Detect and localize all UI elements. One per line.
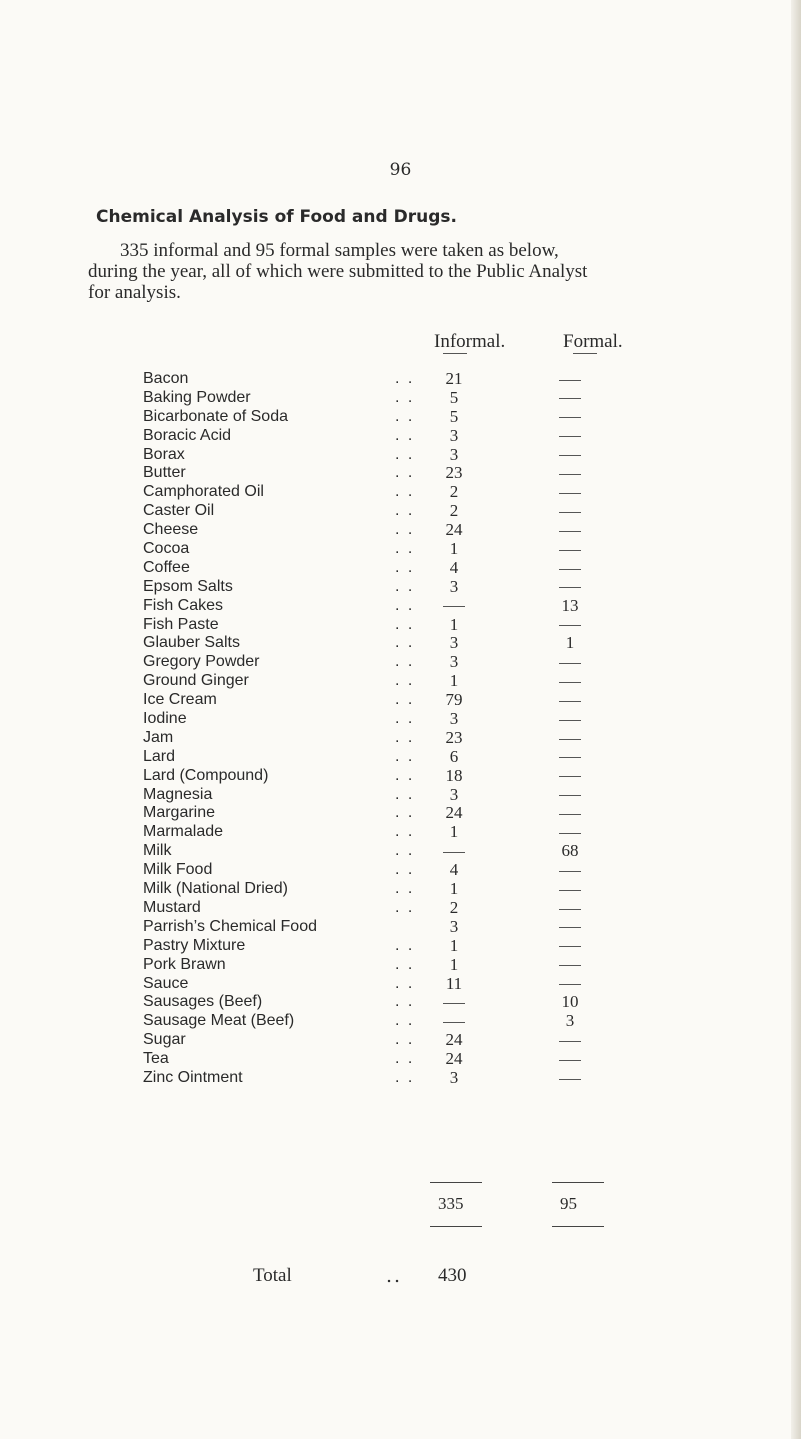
nil-dash <box>443 606 465 607</box>
table-row <box>0 578 801 597</box>
table-row <box>0 502 801 521</box>
leader-dots: . . <box>395 502 415 520</box>
nil-dash <box>559 493 581 494</box>
formal-count <box>548 861 592 880</box>
grand-total-value: 430 <box>438 1265 467 1286</box>
table-row <box>0 937 801 956</box>
formal-count <box>548 616 592 635</box>
header-rule <box>443 353 467 354</box>
table-row <box>0 710 801 729</box>
leader-dots: . . <box>395 445 415 463</box>
nil-dash <box>559 757 581 758</box>
nil-dash <box>559 739 581 740</box>
formal-count <box>548 578 592 597</box>
nil-dash <box>559 927 581 928</box>
formal-count <box>548 691 592 710</box>
formal-count <box>548 672 592 691</box>
informal-count: 3 <box>449 444 459 464</box>
informal-count: 1 <box>449 671 459 691</box>
nil-dash <box>443 1003 465 1004</box>
item-name: Ground Ginger <box>143 672 249 690</box>
total-rule <box>430 1226 482 1227</box>
informal-count: 2 <box>449 897 459 917</box>
column-header-informal: Informal. <box>434 331 506 352</box>
leader-dots: . . <box>395 993 415 1011</box>
leader-dots: . . <box>395 483 415 501</box>
formal-count: 1 <box>565 633 575 653</box>
table-row <box>0 748 801 767</box>
intro-line: for analysis. <box>88 282 181 303</box>
table-row <box>0 823 801 842</box>
table-row <box>0 653 801 672</box>
table-row <box>0 1012 801 1031</box>
table-row <box>0 993 801 1012</box>
informal-count: 24 <box>445 803 463 823</box>
informal-count: 1 <box>449 954 459 974</box>
nil-dash <box>559 625 581 626</box>
item-name: Caster Oil <box>143 502 215 520</box>
nil-dash <box>559 776 581 777</box>
table-row <box>0 427 801 446</box>
intro-paragraph <box>88 240 798 303</box>
formal-count: 13 <box>561 595 579 615</box>
table-row <box>0 861 801 880</box>
item-name: Jam <box>143 728 174 746</box>
table-row <box>0 1069 801 1088</box>
leader-dots: . . <box>395 728 415 746</box>
nil-dash <box>559 890 581 891</box>
table-row <box>0 559 801 578</box>
informal-count: 3 <box>449 652 459 672</box>
table-row <box>0 672 801 691</box>
item-name: Parrish’s Chemical Food <box>143 917 317 935</box>
informal-count: 3 <box>449 916 459 936</box>
leader-dots: . . <box>395 804 415 822</box>
leader-dots: . . <box>395 691 415 709</box>
informal-count: 3 <box>449 709 459 729</box>
item-name: Milk Food <box>143 861 213 879</box>
informal-count: 1 <box>449 614 459 634</box>
informal-count <box>432 1012 476 1031</box>
table-row <box>0 975 801 994</box>
item-name: Lard (Compound) <box>143 766 269 784</box>
table-row <box>0 729 801 748</box>
leader-dots: . . <box>395 672 415 690</box>
informal-count: 4 <box>449 860 459 880</box>
nil-dash <box>559 569 581 570</box>
nil-dash <box>559 814 581 815</box>
samples-table <box>0 370 801 1088</box>
nil-dash <box>443 1022 465 1023</box>
nil-dash <box>559 795 581 796</box>
leader-dots: . . <box>395 842 415 860</box>
formal-count <box>548 521 592 540</box>
table-row <box>0 521 801 540</box>
nil-dash <box>559 436 581 437</box>
informal-count: 1 <box>449 935 459 955</box>
informal-count: 1 <box>449 539 459 559</box>
leader-dots: . . <box>395 634 415 652</box>
informal-count: 23 <box>445 463 463 483</box>
formal-count <box>548 975 592 994</box>
formal-count <box>548 559 592 578</box>
table-row <box>0 691 801 710</box>
formal-count <box>548 710 592 729</box>
item-name: Glauber Salts <box>143 634 240 652</box>
informal-count: 21 <box>445 369 463 388</box>
table-row <box>0 597 801 616</box>
nil-dash <box>559 512 581 513</box>
leader-dots: . . <box>395 558 415 576</box>
item-name: Cheese <box>143 521 199 539</box>
leader-dots: . . <box>395 1050 415 1068</box>
nil-dash <box>559 398 581 399</box>
table-row <box>0 540 801 559</box>
formal-count <box>548 880 592 899</box>
formal-count <box>548 804 592 823</box>
leader-dots: . . <box>395 615 415 633</box>
nil-dash <box>559 587 581 588</box>
table-row <box>0 804 801 823</box>
item-name: Sugar <box>143 1031 186 1049</box>
informal-count: 2 <box>449 501 459 521</box>
total-rule <box>552 1226 604 1227</box>
leader-dots: . . <box>395 1068 415 1086</box>
table-row <box>0 767 801 786</box>
item-name: Camphorated Oil <box>143 483 264 501</box>
item-name: Fish Paste <box>143 615 219 633</box>
leader-dots: . . <box>395 785 415 803</box>
subtotal-rule <box>552 1182 604 1183</box>
nil-dash <box>559 965 581 966</box>
item-name: Lard <box>143 747 176 765</box>
table-row <box>0 786 801 805</box>
formal-count <box>548 502 592 521</box>
informal-count: 2 <box>449 482 459 502</box>
nil-dash <box>559 1060 581 1061</box>
nil-dash <box>559 833 581 834</box>
table-row <box>0 370 801 389</box>
nil-dash <box>559 1079 581 1080</box>
formal-count: 10 <box>561 992 579 1012</box>
leader-dots: . . <box>395 388 415 406</box>
leader-dots: . . <box>395 880 415 898</box>
grand-total-dots: .. <box>386 1265 403 1287</box>
informal-count <box>432 993 476 1012</box>
leader-dots: . . <box>395 823 415 841</box>
item-name: Sausages (Beef) <box>143 993 263 1011</box>
informal-count: 3 <box>449 784 459 804</box>
formal-count <box>548 918 592 937</box>
formal-count <box>548 767 592 786</box>
informal-count: 24 <box>445 1049 463 1069</box>
table-row <box>0 389 801 408</box>
item-name: Mustard <box>143 898 201 916</box>
leader-dots: . . <box>395 898 415 916</box>
formal-count <box>548 389 592 408</box>
leader-dots: . . <box>395 955 415 973</box>
grand-total-label: Total <box>253 1265 292 1286</box>
item-name: Gregory Powder <box>143 653 260 671</box>
item-name: Boracic Acid <box>143 426 232 444</box>
informal-count: 4 <box>449 557 459 577</box>
item-name: Pork Brawn <box>143 955 226 973</box>
leader-dots: . . <box>395 464 415 482</box>
formal-count <box>548 653 592 672</box>
formal-count <box>548 748 592 767</box>
formal-count <box>548 937 592 956</box>
nil-dash <box>559 550 581 551</box>
table-row <box>0 634 801 653</box>
leader-dots: . . <box>395 747 415 765</box>
informal-count <box>432 842 476 861</box>
item-name: Coffee <box>143 558 190 576</box>
formal-count: 68 <box>561 841 579 861</box>
leader-dots: . . <box>395 540 415 558</box>
table-row <box>0 446 801 465</box>
item-name: Tea <box>143 1050 169 1068</box>
formal-count <box>548 483 592 502</box>
formal-count <box>548 408 592 427</box>
nil-dash <box>559 909 581 910</box>
table-row <box>0 1031 801 1050</box>
informal-count: 23 <box>445 727 463 747</box>
leader-dots: . . <box>395 936 415 954</box>
nil-dash <box>559 701 581 702</box>
item-name: Iodine <box>143 710 187 728</box>
formal-count <box>548 899 592 918</box>
item-name: Zinc Ointment <box>143 1068 243 1086</box>
leader-dots: . . <box>395 1031 415 1049</box>
table-row <box>0 918 801 937</box>
nil-dash <box>559 984 581 985</box>
informal-count: 3 <box>449 425 459 445</box>
item-name: Fish Cakes <box>143 596 224 614</box>
table-row <box>0 483 801 502</box>
table-row <box>0 1050 801 1069</box>
informal-count: 79 <box>445 690 463 710</box>
nil-dash <box>559 417 581 418</box>
item-name: Ice Cream <box>143 691 217 709</box>
leader-dots: . . <box>395 426 415 444</box>
column-header-formal: Formal. <box>563 331 623 352</box>
leader-dots: . . <box>395 974 415 992</box>
formal-count <box>548 370 592 389</box>
leader-dots: . . <box>395 861 415 879</box>
formal-count <box>548 786 592 805</box>
formal-count <box>548 956 592 975</box>
formal-count <box>548 427 592 446</box>
leader-dots: . . <box>395 577 415 595</box>
item-name: Pastry Mixture <box>143 936 246 954</box>
table-row <box>0 408 801 427</box>
informal-count: 5 <box>449 387 459 407</box>
formal-count <box>548 1050 592 1069</box>
nil-dash <box>559 871 581 872</box>
formal-count <box>548 1069 592 1088</box>
nil-dash <box>559 720 581 721</box>
leader-dots: . . <box>395 407 415 425</box>
subtotal-rule <box>430 1182 482 1183</box>
page-title: Chemical Analysis of Food and Drugs. <box>96 207 457 227</box>
total-formal: 95 <box>560 1194 577 1213</box>
nil-dash <box>559 682 581 683</box>
nil-dash <box>443 852 465 853</box>
informal-count: 24 <box>445 1030 463 1050</box>
formal-count <box>548 729 592 748</box>
informal-count: 1 <box>449 879 459 899</box>
table-row <box>0 899 801 918</box>
item-name: Milk <box>143 842 172 860</box>
informal-count: 24 <box>445 520 463 540</box>
formal-count <box>548 464 592 483</box>
nil-dash <box>559 946 581 947</box>
item-name: Baking Powder <box>143 388 251 406</box>
item-name: Butter <box>143 464 186 482</box>
informal-count: 6 <box>449 746 459 766</box>
nil-dash <box>559 663 581 664</box>
informal-count: 1 <box>449 822 459 842</box>
informal-count: 18 <box>445 765 463 785</box>
total-informal: 335 <box>438 1194 464 1213</box>
item-name: Bacon <box>143 370 189 387</box>
item-name: Epsom Salts <box>143 577 233 595</box>
informal-count <box>432 597 476 616</box>
leader-dots: . . <box>395 596 415 614</box>
leader-dots: . . <box>395 370 415 387</box>
item-name: Cocoa <box>143 540 190 558</box>
nil-dash <box>559 455 581 456</box>
formal-count <box>548 1031 592 1050</box>
nil-dash <box>559 380 581 381</box>
page-number: 96 <box>389 160 412 180</box>
nil-dash <box>559 1041 581 1042</box>
intro-line: during the year, all of which were submitted to the Public Analyst <box>88 261 588 282</box>
table-row <box>0 842 801 861</box>
leader-dots: . . <box>395 710 415 728</box>
informal-count: 5 <box>449 406 459 426</box>
leader-dots: . . <box>395 521 415 539</box>
table-row <box>0 956 801 975</box>
informal-count: 11 <box>445 973 463 993</box>
leader-dots: . . <box>395 766 415 784</box>
nil-dash <box>559 474 581 475</box>
item-name: Marmalade <box>143 823 224 841</box>
item-name: Milk (National Dried) <box>143 880 288 898</box>
item-name: Borax <box>143 445 185 463</box>
formal-count: 3 <box>565 1011 575 1031</box>
item-name: Bicarbonate of Soda <box>143 407 288 425</box>
leader-dots: . . <box>395 1012 415 1030</box>
intro-line: 335 informal and 95 formal samples were taken as below, <box>120 240 559 261</box>
formal-count <box>548 823 592 842</box>
item-name: Sauce <box>143 974 189 992</box>
formal-count <box>548 540 592 559</box>
table-row <box>0 464 801 483</box>
nil-dash <box>559 531 581 532</box>
header-rule <box>573 353 597 354</box>
informal-count: 3 <box>449 576 459 596</box>
item-name: Margarine <box>143 804 216 822</box>
table-row <box>0 616 801 635</box>
leader-dots: . . <box>395 653 415 671</box>
formal-count <box>548 446 592 465</box>
table-row <box>0 880 801 899</box>
item-name: Sausage Meat (Beef) <box>143 1012 295 1030</box>
informal-count: 3 <box>449 633 459 653</box>
item-name: Magnesia <box>143 785 213 803</box>
informal-count: 3 <box>449 1067 459 1087</box>
